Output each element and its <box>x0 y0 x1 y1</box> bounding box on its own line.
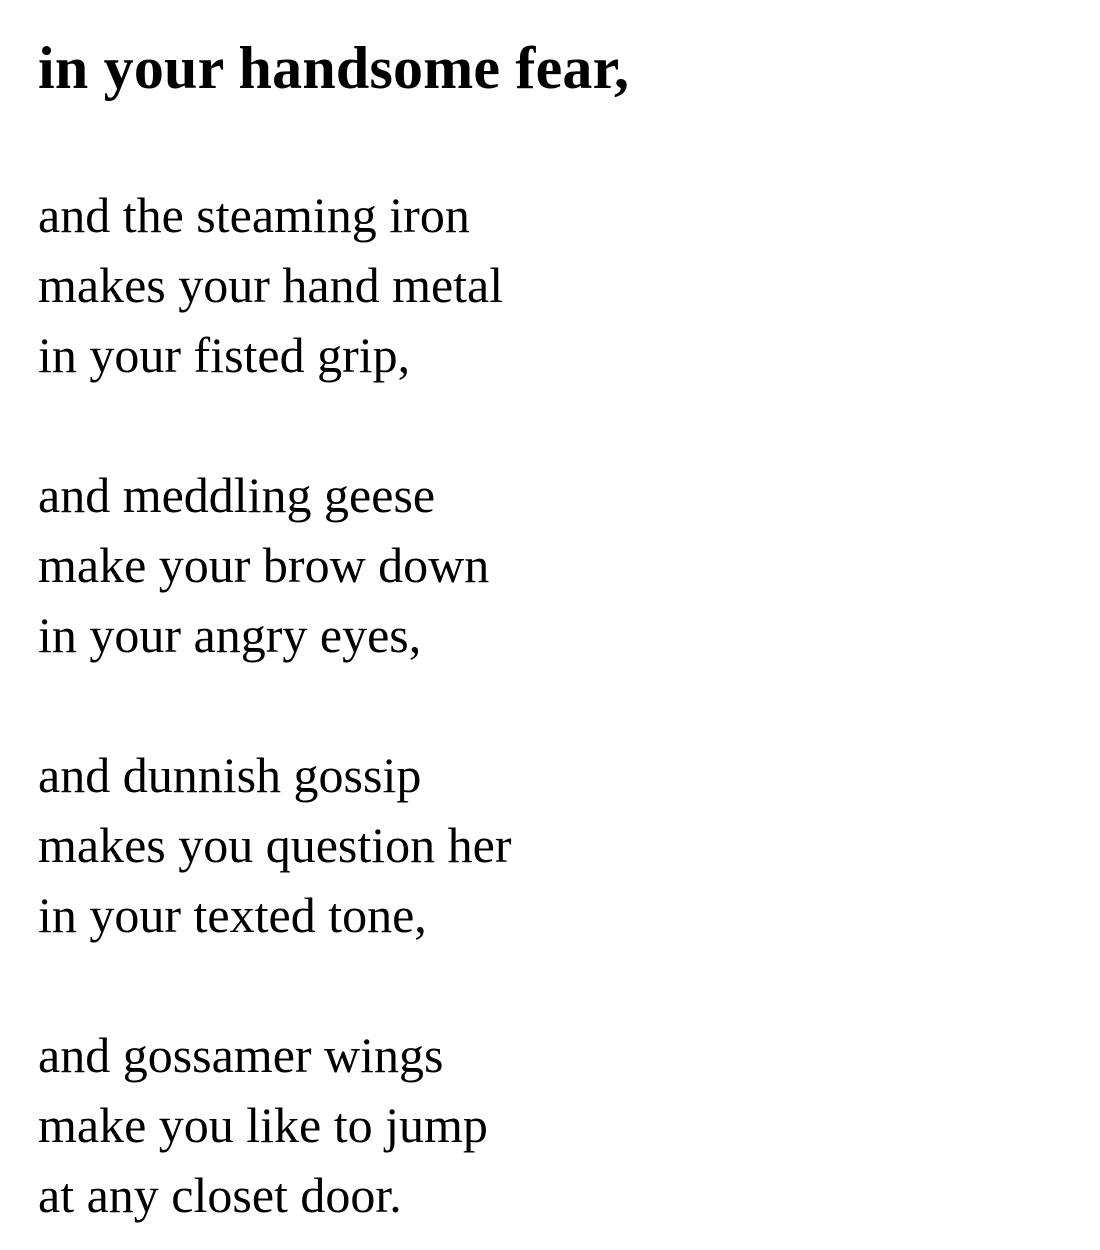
poem-line: in your fisted grip, <box>38 327 411 383</box>
poem-line: make your brow down <box>38 537 490 593</box>
poem <box>38 0 1100 1250</box>
poem-line: at any closet door. <box>38 1167 402 1223</box>
poem-line: make you like to jump <box>38 1097 488 1153</box>
poem-line: and dunnish gossip <box>38 747 422 803</box>
poem-line: makes your hand metal <box>38 257 504 313</box>
poem-line: in your angry eyes, <box>38 607 422 663</box>
poem-line: and gossamer wings <box>38 1027 444 1083</box>
poem-line: and the steaming iron <box>38 187 470 243</box>
poem-line: and meddling geese <box>38 467 436 523</box>
stanza-4 <box>38 1020 488 1230</box>
stanza-2 <box>38 460 489 670</box>
stanza-3 <box>38 740 512 950</box>
poem-line: in your texted tone, <box>38 887 427 943</box>
poem-line: makes you question her <box>38 817 512 873</box>
stanza-1 <box>38 180 503 390</box>
poem-title: in your handsome fear, <box>38 35 630 101</box>
